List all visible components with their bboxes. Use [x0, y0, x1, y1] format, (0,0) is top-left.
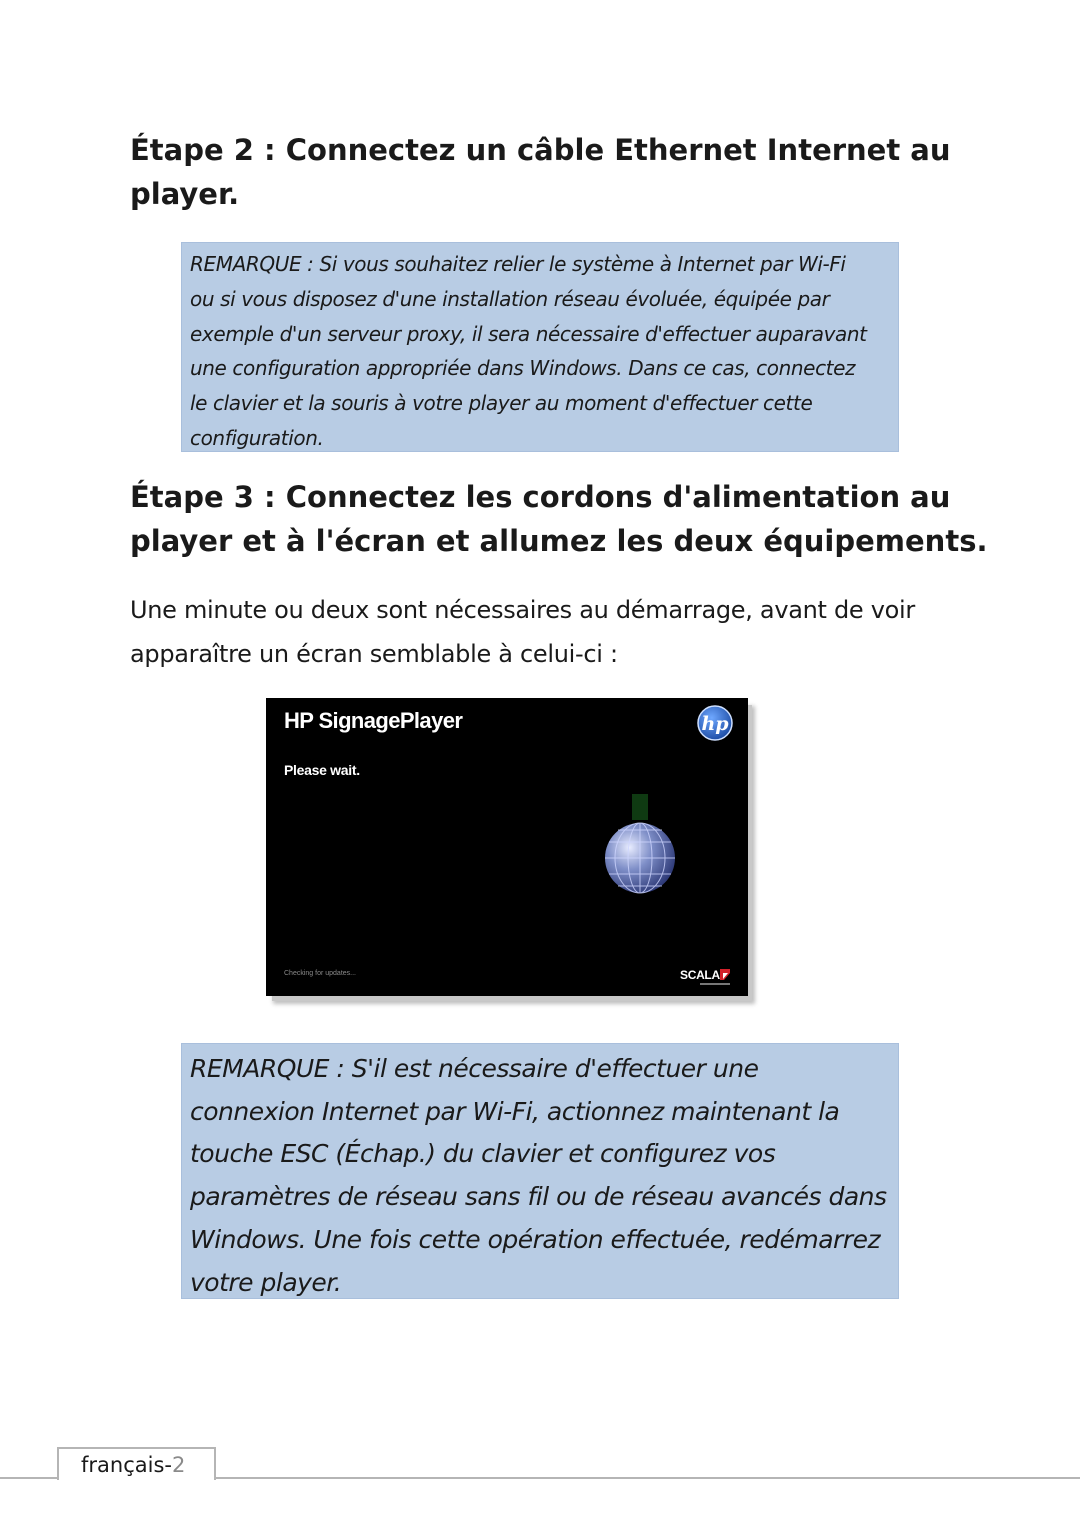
- footer-page-number: 2: [171, 1453, 186, 1477]
- step-2-heading-line-1: Étape 2 : Connectez un câble Ethernet Internet au: [130, 133, 951, 167]
- note-line: une configuration appropriée dans Windows. Dans ce cas, connectez: [190, 356, 856, 381]
- step-3-heading-line-1: Étape 3 : Connectez les cordons d'alimentation au: [130, 480, 951, 514]
- step-2-heading-line-2: player.: [130, 177, 240, 211]
- scala-mark-icon: [720, 969, 730, 980]
- footer-language: français-: [81, 1453, 172, 1477]
- intro-line-2: apparaître un écran semblable à celui-ci :: [130, 640, 618, 668]
- screenshot-status-text: Checking for updates...: [284, 970, 356, 977]
- note-line: REMARQUE : S'il est nécessaire d'effectuer une: [190, 1054, 759, 1083]
- screenshot-title: HP SignagePlayer: [284, 708, 463, 733]
- note-line: le clavier et la souris à votre player au moment d'effectuer cette: [190, 391, 813, 416]
- footer-page-tab: [57, 1447, 216, 1480]
- hp-logo-text: hp: [701, 713, 729, 735]
- scala-logo-icon: [680, 968, 732, 990]
- note-line: paramètres de réseau sans fil ou de réseau avancés dans: [190, 1182, 887, 1212]
- intro-line-1: Une minute ou deux sont nécessaires au démarrage, avant de voir: [130, 596, 915, 624]
- note-line: ou si vous disposez d'une installation réseau évoluée, équipée par: [190, 286, 830, 311]
- note-line: REMARQUE : Si vous souhaitez relier le système à Internet par Wi-Fi: [190, 252, 846, 276]
- note-line: connexion Internet par Wi-Fi, actionnez maintenant la: [190, 1096, 840, 1126]
- signageplayer-screenshot: [266, 698, 748, 996]
- scala-logo-text: SCALA: [680, 968, 720, 982]
- intro-paragraph: [130, 588, 960, 676]
- globe-icon: [602, 794, 682, 904]
- note-line: exemple d'un serveur proxy, il sera nécessaire d'effectuer auparavant: [190, 321, 867, 346]
- step-3-heading: [130, 475, 990, 563]
- step-2-heading: [130, 128, 990, 216]
- note-line: Windows. Une fois cette opération effectuée, redémarrez: [190, 1224, 881, 1254]
- scala-tagline-mark: [700, 983, 730, 985]
- screenshot-please-wait: Please wait.: [284, 762, 360, 778]
- footer-page-label: [81, 1453, 185, 1477]
- note-line: votre player.: [190, 1267, 342, 1297]
- note-line: configuration.: [190, 425, 324, 450]
- step-3-heading-line-2: player et à l'écran et allumez les deux équipements.: [130, 524, 988, 558]
- note-line: touche ESC (Échap.) du clavier et configurez vos: [190, 1139, 776, 1169]
- hp-logo-icon: [696, 704, 734, 742]
- note-wifi-proxy: [181, 242, 899, 452]
- note-esc-wifi: [181, 1043, 899, 1299]
